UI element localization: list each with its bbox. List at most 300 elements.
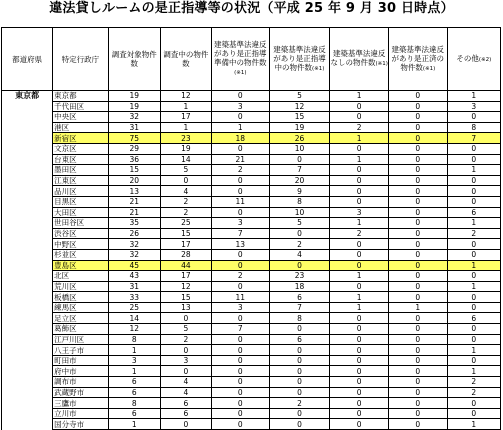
- table-row: [2, 281, 501, 292]
- authority-cell: 渋谷区: [53, 228, 108, 239]
- value-cell: 43: [108, 271, 160, 282]
- value-cell: 0: [212, 175, 270, 186]
- value-cell: 32: [108, 249, 160, 260]
- value-cell: 20: [108, 175, 160, 186]
- value-cell: 13: [212, 239, 270, 250]
- value-cell: 21: [108, 196, 160, 207]
- value-cell: 12: [160, 281, 211, 292]
- table-row: [2, 101, 501, 112]
- authority-cell: 杉並区: [53, 249, 108, 260]
- authority-cell: 町田市: [53, 355, 108, 366]
- value-cell: 1: [160, 101, 211, 112]
- value-cell: 0: [330, 366, 389, 377]
- authority-cell: 府中市: [53, 366, 108, 377]
- value-cell: 0: [330, 408, 389, 419]
- table-row: [2, 334, 501, 345]
- value-cell: 0: [388, 260, 447, 271]
- value-cell: 1: [447, 281, 500, 292]
- value-cell: 10: [269, 143, 330, 154]
- value-cell: 8: [269, 196, 330, 207]
- value-cell: 0: [330, 313, 389, 324]
- value-cell: 0: [212, 387, 270, 398]
- value-cell: 17: [160, 271, 211, 282]
- value-cell: 0: [212, 186, 270, 197]
- header-corrected: 建築基準法違反があり是正済の物件数(※1): [388, 28, 447, 91]
- value-cell: 2: [160, 334, 211, 345]
- value-cell: 0: [388, 133, 447, 144]
- value-cell: 45: [108, 260, 160, 271]
- value-cell: 2: [447, 377, 500, 388]
- value-cell: 1: [330, 302, 389, 313]
- value-cell: 5: [160, 324, 211, 335]
- value-cell: 6: [269, 334, 330, 345]
- table-row: [2, 165, 501, 176]
- table-row: [2, 112, 501, 123]
- value-cell: 0: [212, 366, 270, 377]
- value-cell: 2: [269, 398, 330, 409]
- value-cell: 2: [330, 122, 389, 133]
- value-cell: 0: [330, 143, 389, 154]
- authority-cell: 墨田区: [53, 165, 108, 176]
- table-row: [2, 207, 501, 218]
- value-cell: 1: [330, 91, 389, 102]
- value-cell: 0: [212, 355, 270, 366]
- value-cell: 0: [388, 398, 447, 409]
- value-cell: 0: [447, 186, 500, 197]
- value-cell: 0: [388, 377, 447, 388]
- prefecture-cell: 東京都: [2, 91, 53, 430]
- value-cell: 0: [388, 324, 447, 335]
- value-cell: 0: [330, 260, 389, 271]
- value-cell: 0: [330, 281, 389, 292]
- value-cell: 25: [160, 218, 211, 229]
- value-cell: 0: [212, 419, 270, 430]
- value-cell: 18: [212, 133, 270, 144]
- table-row: [2, 313, 501, 324]
- authority-cell: 立川市: [53, 408, 108, 419]
- value-cell: 0: [447, 112, 500, 123]
- value-cell: 5: [269, 91, 330, 102]
- value-cell: 0: [330, 249, 389, 260]
- table-row: [2, 175, 501, 186]
- value-cell: 0: [212, 112, 270, 123]
- value-cell: 36: [108, 154, 160, 165]
- table-row: [2, 366, 501, 377]
- value-cell: 29: [108, 143, 160, 154]
- value-cell: 0: [388, 175, 447, 186]
- value-cell: 6: [160, 398, 211, 409]
- value-cell: 0: [330, 387, 389, 398]
- value-cell: 6: [447, 207, 500, 218]
- value-cell: 0: [212, 408, 270, 419]
- value-cell: 44: [160, 260, 211, 271]
- value-cell: 0: [388, 366, 447, 377]
- table-row: [2, 239, 501, 250]
- table-row: [2, 260, 501, 271]
- value-cell: 0: [330, 175, 389, 186]
- value-cell: 15: [160, 292, 211, 303]
- value-cell: 31: [108, 281, 160, 292]
- value-cell: 0: [388, 91, 447, 102]
- authority-cell: 八王子市: [53, 345, 108, 356]
- header-other: その他(※2): [447, 28, 500, 91]
- value-cell: 0: [447, 143, 500, 154]
- authority-cell: 葛飾区: [53, 324, 108, 335]
- authority-cell: 江戸川区: [53, 334, 108, 345]
- authority-cell: 東京都: [53, 91, 108, 102]
- value-cell: 31: [108, 122, 160, 133]
- value-cell: 13: [108, 186, 160, 197]
- value-cell: 26: [269, 133, 330, 144]
- table-body: [2, 91, 501, 430]
- authority-cell: 世田谷区: [53, 218, 108, 229]
- value-cell: 11: [212, 292, 270, 303]
- table-row: [2, 91, 501, 102]
- value-cell: 6: [160, 408, 211, 419]
- value-cell: 28: [160, 249, 211, 260]
- value-cell: 13: [160, 302, 211, 313]
- value-cell: 5: [269, 218, 330, 229]
- header-row: [2, 28, 501, 91]
- authority-cell: 新宿区: [53, 133, 108, 144]
- value-cell: 19: [269, 122, 330, 133]
- value-cell: 35: [108, 218, 160, 229]
- authority-cell: 台東区: [53, 154, 108, 165]
- value-cell: 0: [330, 355, 389, 366]
- value-cell: 0: [388, 281, 447, 292]
- value-cell: 0: [269, 408, 330, 419]
- authority-cell: 中野区: [53, 239, 108, 250]
- value-cell: 6: [108, 377, 160, 388]
- value-cell: 0: [388, 228, 447, 239]
- value-cell: 1: [108, 345, 160, 356]
- value-cell: 0: [212, 313, 270, 324]
- value-cell: 1: [330, 292, 389, 303]
- authority-cell: 武蔵野市: [53, 387, 108, 398]
- value-cell: 0: [388, 292, 447, 303]
- value-cell: 19: [160, 143, 211, 154]
- value-cell: 0: [330, 419, 389, 430]
- status-table: [1, 27, 501, 430]
- value-cell: 8: [269, 313, 330, 324]
- value-cell: 0: [388, 334, 447, 345]
- value-cell: 15: [160, 228, 211, 239]
- value-cell: 0: [330, 165, 389, 176]
- value-cell: 4: [160, 377, 211, 388]
- value-cell: 1: [447, 345, 500, 356]
- authority-cell: 品川区: [53, 186, 108, 197]
- value-cell: 32: [108, 239, 160, 250]
- authority-cell: 豊島区: [53, 260, 108, 271]
- table-row: [2, 133, 501, 144]
- value-cell: 0: [212, 398, 270, 409]
- table-row: [2, 398, 501, 409]
- table-row: [2, 186, 501, 197]
- value-cell: 1: [447, 419, 500, 430]
- header-no-violation: 建築基準法違反なしの物件数(※1): [330, 28, 389, 91]
- value-cell: 0: [212, 207, 270, 218]
- value-cell: 0: [330, 112, 389, 123]
- table-row: [2, 154, 501, 165]
- table-row: [2, 218, 501, 229]
- value-cell: 1: [108, 366, 160, 377]
- value-cell: 1: [447, 91, 500, 102]
- value-cell: 4: [269, 249, 330, 260]
- value-cell: 1: [447, 165, 500, 176]
- value-cell: 0: [212, 334, 270, 345]
- authority-cell: 板橋区: [53, 292, 108, 303]
- value-cell: 0: [160, 313, 211, 324]
- authority-cell: 北区: [53, 271, 108, 282]
- value-cell: 0: [212, 377, 270, 388]
- value-cell: 0: [212, 91, 270, 102]
- value-cell: 0: [447, 271, 500, 282]
- value-cell: 2: [212, 165, 270, 176]
- value-cell: 0: [447, 398, 500, 409]
- value-cell: 0: [388, 218, 447, 229]
- value-cell: 1: [330, 218, 389, 229]
- value-cell: 0: [388, 355, 447, 366]
- value-cell: 4: [160, 186, 211, 197]
- value-cell: 7: [212, 228, 270, 239]
- value-cell: 0: [388, 271, 447, 282]
- value-cell: 0: [160, 419, 211, 430]
- value-cell: 0: [447, 302, 500, 313]
- value-cell: 0: [330, 196, 389, 207]
- value-cell: 1: [212, 122, 270, 133]
- value-cell: 25: [108, 302, 160, 313]
- header-surveyed: 調査対象物件数: [108, 28, 160, 91]
- value-cell: 2: [160, 207, 211, 218]
- value-cell: 0: [447, 324, 500, 335]
- value-cell: 19: [108, 101, 160, 112]
- value-cell: 0: [447, 334, 500, 345]
- value-cell: 33: [108, 292, 160, 303]
- value-cell: 1: [330, 271, 389, 282]
- value-cell: 3: [330, 207, 389, 218]
- header-investigating: 調査中の物件数: [160, 28, 211, 91]
- value-cell: 0: [447, 292, 500, 303]
- authority-cell: 千代田区: [53, 101, 108, 112]
- value-cell: 0: [269, 345, 330, 356]
- value-cell: 26: [108, 228, 160, 239]
- value-cell: 0: [447, 175, 500, 186]
- authority-cell: 足立区: [53, 313, 108, 324]
- value-cell: 12: [269, 101, 330, 112]
- value-cell: 7: [447, 133, 500, 144]
- value-cell: 0: [269, 324, 330, 335]
- value-cell: 0: [269, 228, 330, 239]
- value-cell: 0: [330, 101, 389, 112]
- value-cell: 11: [212, 196, 270, 207]
- table-row: [2, 228, 501, 239]
- value-cell: 0: [269, 366, 330, 377]
- header-violation-preparing: 建築基準法違反があり是正指導準備中の物件数(※1): [212, 28, 270, 91]
- value-cell: 8: [108, 334, 160, 345]
- value-cell: 0: [447, 196, 500, 207]
- value-cell: 0: [160, 366, 211, 377]
- value-cell: 1: [447, 366, 500, 377]
- value-cell: 15: [269, 112, 330, 123]
- value-cell: 0: [447, 408, 500, 419]
- value-cell: 0: [388, 186, 447, 197]
- value-cell: 12: [108, 324, 160, 335]
- value-cell: 0: [330, 324, 389, 335]
- value-cell: 2: [447, 228, 500, 239]
- value-cell: 2: [160, 196, 211, 207]
- value-cell: 6: [447, 313, 500, 324]
- value-cell: 75: [108, 133, 160, 144]
- value-cell: 15: [108, 165, 160, 176]
- table-row: [2, 302, 501, 313]
- value-cell: 0: [388, 239, 447, 250]
- value-cell: 0: [388, 249, 447, 260]
- value-cell: 12: [160, 91, 211, 102]
- value-cell: 9: [269, 186, 330, 197]
- value-cell: 0: [388, 387, 447, 398]
- value-cell: 20: [269, 175, 330, 186]
- document-title: 違法貸しルームの是正指導等の状況（平成 25 年 9 月 30 日時点）: [49, 1, 454, 16]
- value-cell: 0: [160, 345, 211, 356]
- value-cell: 1: [330, 154, 389, 165]
- header-violation-instructing: 建築基準法違反があり是正指導中の物件数(※1): [269, 28, 330, 91]
- value-cell: 7: [212, 324, 270, 335]
- value-cell: 0: [269, 154, 330, 165]
- value-cell: 17: [160, 239, 211, 250]
- authority-cell: 大田区: [53, 207, 108, 218]
- value-cell: 3: [212, 218, 270, 229]
- value-cell: 0: [212, 281, 270, 292]
- value-cell: 0: [269, 377, 330, 388]
- authority-cell: 練馬区: [53, 302, 108, 313]
- value-cell: 14: [108, 313, 160, 324]
- value-cell: 3: [212, 302, 270, 313]
- value-cell: 2: [447, 387, 500, 398]
- value-cell: 1: [108, 419, 160, 430]
- value-cell: 0: [212, 143, 270, 154]
- table-row: [2, 324, 501, 335]
- value-cell: 0: [212, 345, 270, 356]
- value-cell: 0: [269, 260, 330, 271]
- table-row: [2, 249, 501, 260]
- value-cell: 0: [447, 249, 500, 260]
- value-cell: 10: [269, 207, 330, 218]
- value-cell: 23: [160, 133, 211, 144]
- value-cell: 1: [388, 302, 447, 313]
- value-cell: 1: [447, 260, 500, 271]
- authority-cell: 荒川区: [53, 281, 108, 292]
- authority-cell: 三鷹市: [53, 398, 108, 409]
- value-cell: 1: [447, 218, 500, 229]
- value-cell: 5: [160, 165, 211, 176]
- value-cell: 6: [269, 292, 330, 303]
- table-row: [2, 345, 501, 356]
- value-cell: 17: [160, 112, 211, 123]
- value-cell: 23: [269, 271, 330, 282]
- value-cell: 0: [388, 122, 447, 133]
- header-prefecture: 都道府県: [2, 28, 53, 91]
- value-cell: 0: [269, 387, 330, 398]
- table-row: [2, 271, 501, 282]
- authority-cell: 江東区: [53, 175, 108, 186]
- value-cell: 0: [447, 239, 500, 250]
- value-cell: 0: [447, 355, 500, 366]
- value-cell: 6: [108, 408, 160, 419]
- value-cell: 0: [212, 249, 270, 260]
- value-cell: 3: [108, 355, 160, 366]
- table-row: [2, 292, 501, 303]
- value-cell: 0: [388, 408, 447, 419]
- value-cell: 0: [330, 239, 389, 250]
- value-cell: 0: [269, 419, 330, 430]
- value-cell: 4: [160, 387, 211, 398]
- value-cell: 0: [330, 377, 389, 388]
- table-row: [2, 143, 501, 154]
- table-row: [2, 196, 501, 207]
- value-cell: 0: [388, 143, 447, 154]
- value-cell: 21: [212, 154, 270, 165]
- value-cell: 19: [108, 91, 160, 102]
- value-cell: 1: [330, 133, 389, 144]
- value-cell: 7: [269, 302, 330, 313]
- value-cell: 0: [388, 313, 447, 324]
- value-cell: 2: [330, 228, 389, 239]
- value-cell: 0: [160, 175, 211, 186]
- value-cell: 32: [108, 112, 160, 123]
- table-row: [2, 387, 501, 398]
- authority-cell: 目黒区: [53, 196, 108, 207]
- value-cell: 21: [108, 207, 160, 218]
- value-cell: 0: [388, 419, 447, 430]
- table-row: [2, 377, 501, 388]
- value-cell: 3: [212, 101, 270, 112]
- value-cell: 0: [388, 196, 447, 207]
- authority-cell: 中央区: [53, 112, 108, 123]
- value-cell: 8: [108, 398, 160, 409]
- value-cell: 0: [388, 345, 447, 356]
- authority-cell: 調布市: [53, 377, 108, 388]
- value-cell: 0: [330, 345, 389, 356]
- authority-cell: 国分寺市: [53, 419, 108, 430]
- value-cell: 18: [269, 281, 330, 292]
- value-cell: 1: [160, 122, 211, 133]
- table-row: [2, 419, 501, 430]
- value-cell: 0: [330, 334, 389, 345]
- value-cell: 0: [388, 165, 447, 176]
- header-authority: 特定行政庁: [53, 28, 108, 91]
- table-row: [2, 355, 501, 366]
- value-cell: 0: [388, 112, 447, 123]
- value-cell: 3: [447, 101, 500, 112]
- value-cell: 2: [269, 239, 330, 250]
- value-cell: 0: [330, 186, 389, 197]
- authority-cell: 港区: [53, 122, 108, 133]
- value-cell: 0: [388, 207, 447, 218]
- table-row: [2, 408, 501, 419]
- value-cell: 0: [447, 154, 500, 165]
- value-cell: 7: [269, 165, 330, 176]
- value-cell: 0: [388, 154, 447, 165]
- value-cell: 0: [212, 260, 270, 271]
- value-cell: 6: [108, 387, 160, 398]
- value-cell: 14: [160, 154, 211, 165]
- value-cell: 8: [447, 122, 500, 133]
- value-cell: 2: [212, 271, 270, 282]
- table-row: [2, 122, 501, 133]
- value-cell: 0: [388, 101, 447, 112]
- value-cell: 0: [269, 355, 330, 366]
- authority-cell: 文京区: [53, 143, 108, 154]
